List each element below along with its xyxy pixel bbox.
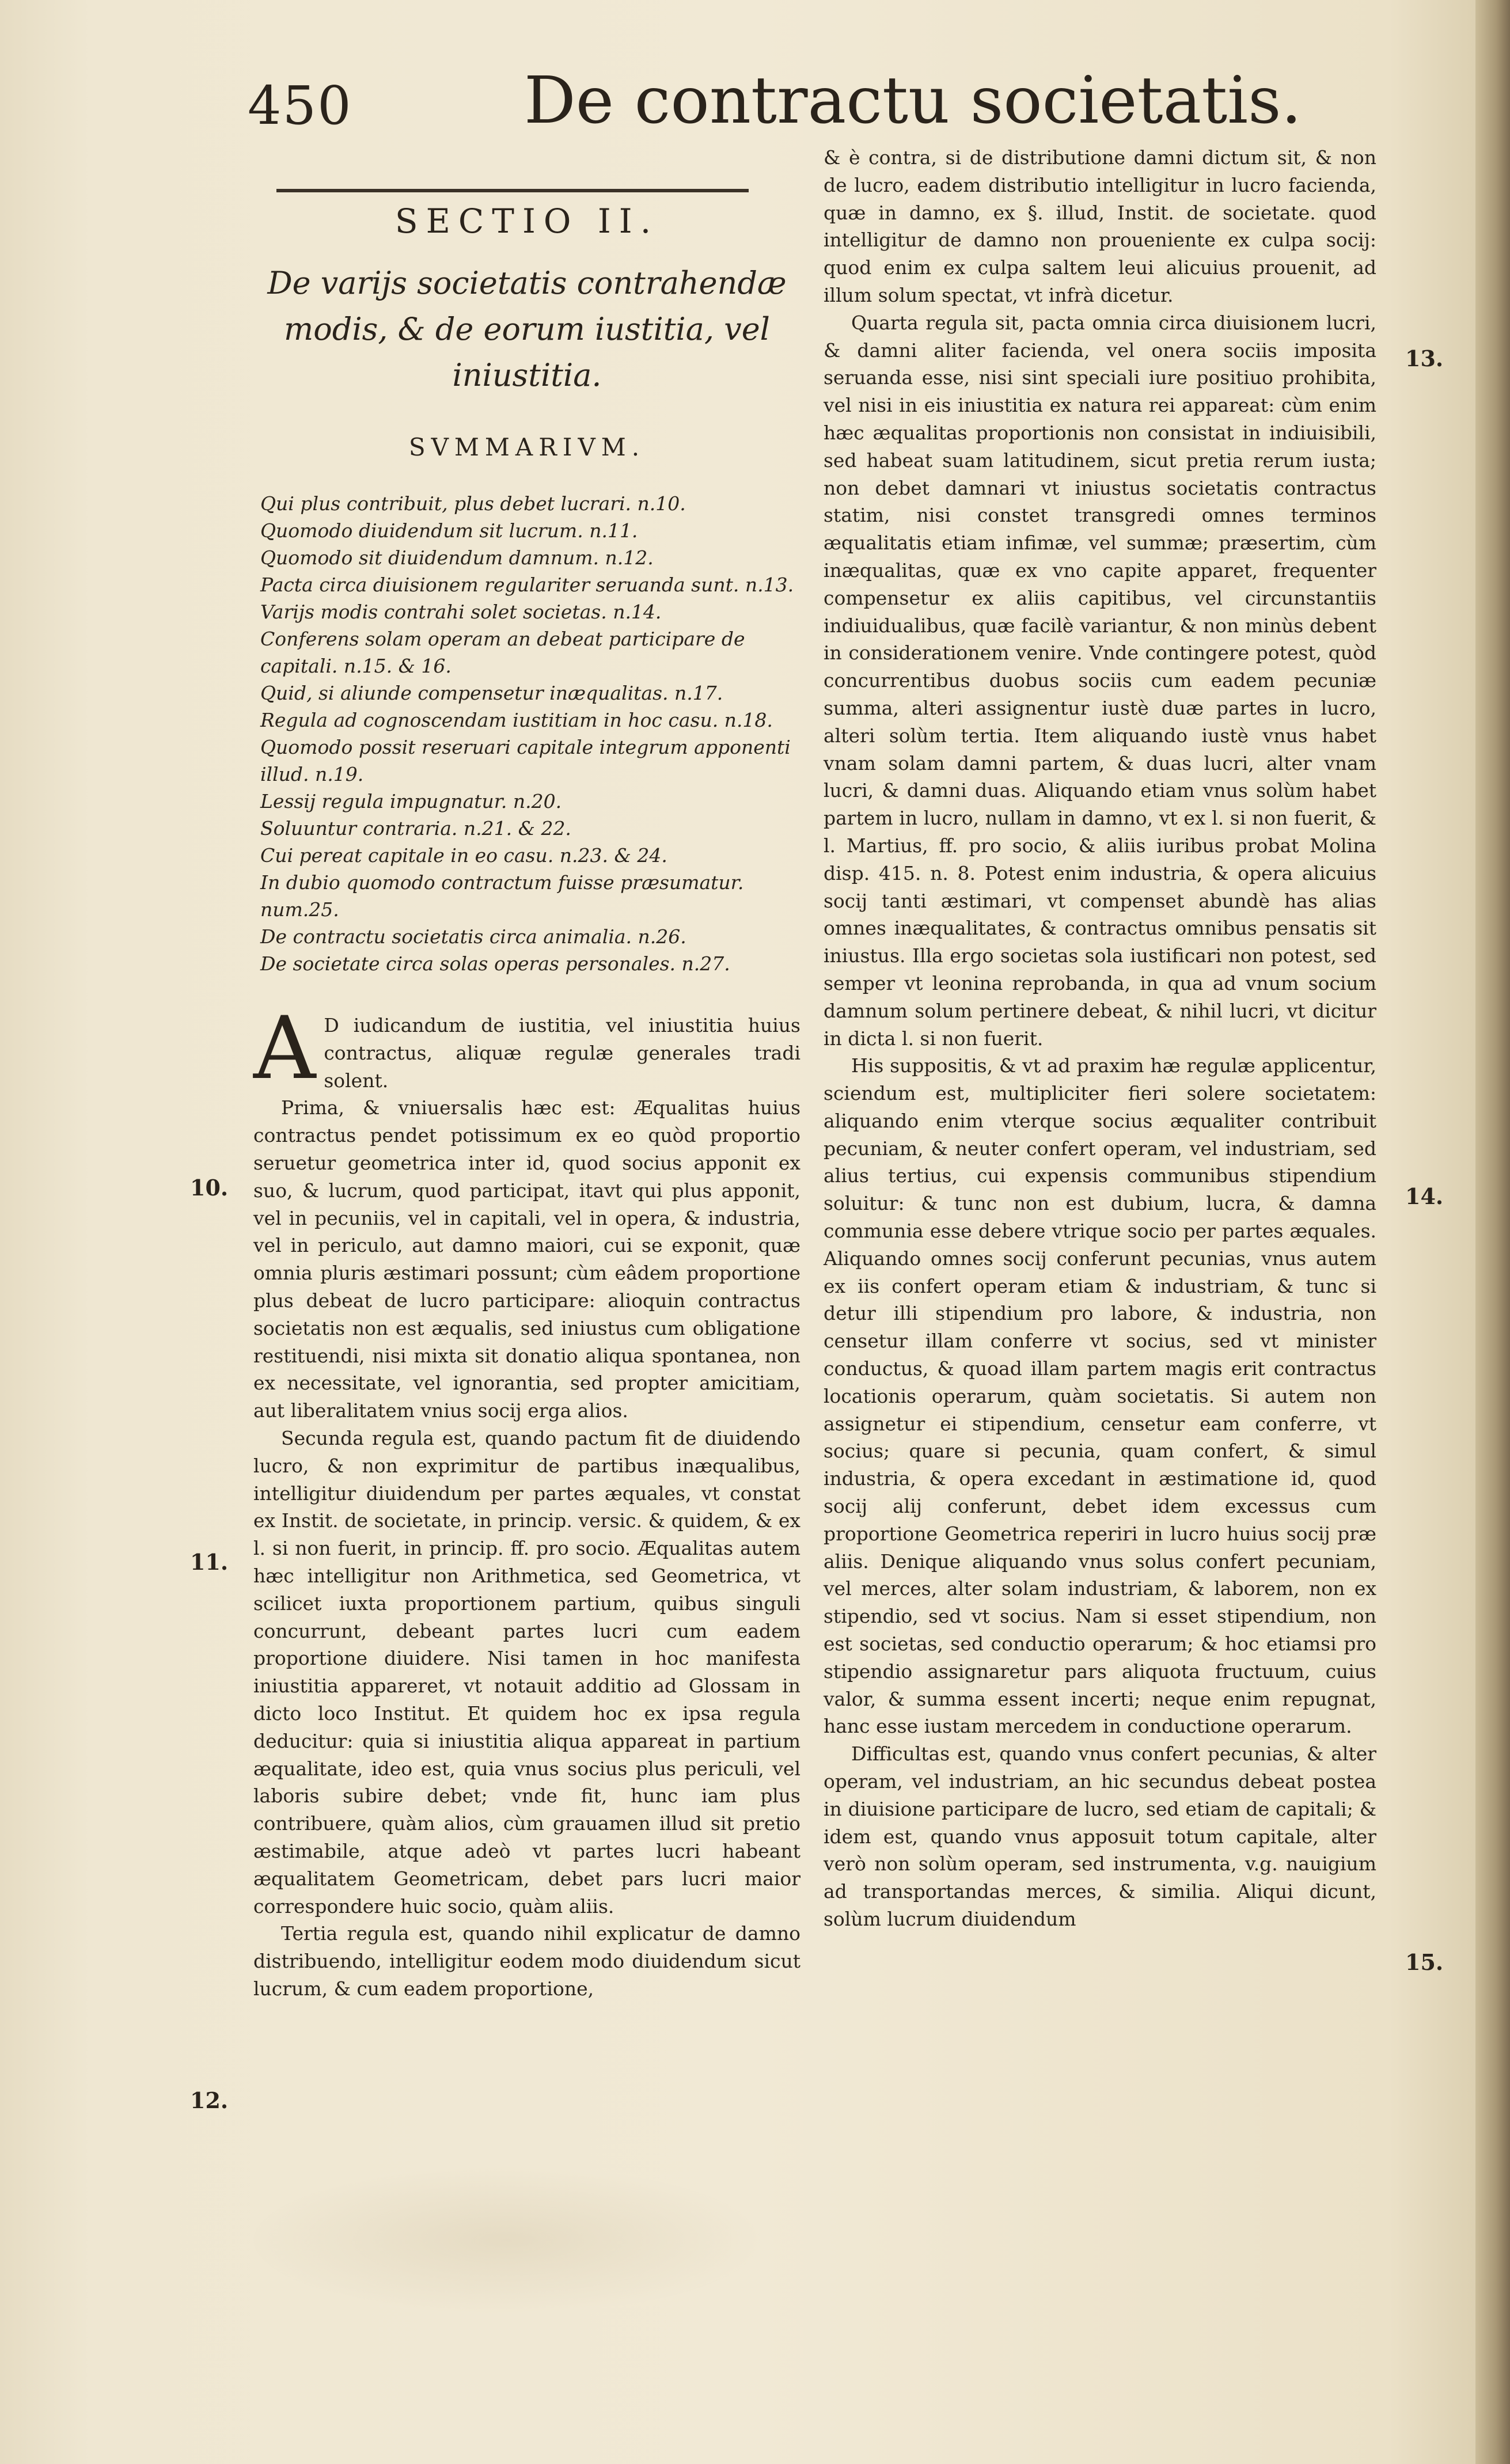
summary-item: Quomodo diuidendum sit lucrum. n.11. [260, 519, 638, 542]
summary-item: In dubio quomodo contractum fuisse præsumatur. num.25. [260, 871, 744, 921]
summary-item: Quomodo possit reseruari capitale integrum apponenti illud. n.19. [260, 736, 791, 785]
rule-two-paragraph: Secunda regula est, quando pactum fit de diuidendo lucro, & non exprimitur de partibus inæqualibus, intelligitur diuidendum per partes æquales, vt constat ex Instit. de societate, in princip. versic. & quidem, & ex l. si non fuerit, in princip. ff. pro socio. Æqualitas autem hæc intelligitur non Arithmetica, sed Geometrica, vt scilicet iuxta proportionem partium, quibus singuli concurrunt, debeant partes lucri cum eadem proportione diuidere. Nisi tamen in hoc manifesta iniustitia appareret, vt notauit additio ad Glossam in dicto loco Institut. Et quidem hoc ex ipsa regula deducitur: quia si iniustitia aliqua appareat in partium æqualitate, ideo est, quia vnus socius plus periculi, vel laboris subire debet; vnde fit, hunc iam plus contribuere, quàm alios, cùm grauamen illud sit pretio æstimabile, atque adeò vt partes lucri habeant æqualitatem Geometricam, debet pars lucri maior correspondere huic socio, quàm aliis. [253, 1426, 800, 1918]
header-rule [276, 189, 749, 192]
margin-number: 14. [1405, 1183, 1444, 1209]
rule-one-paragraph: Prima, & vniuersalis hæc est: Æqualitas huius contractus pendet potissimum ex eo quòd proportio seruetur geometrica inter id, quod socius apponit ex suo, & lucrum, quod participat, itavt qui plus apponit, vel in pecuniis, vel in capitali, vel in opera, & industria, vel in periculo, aut damno maiori, cui se exponit, quæ omnia pluris æstimari possunt; cùm eâdem proportione plus debeat de lucro participare: alioquin contractus societatis non est æqualis, sed iniustus cum obligatione restituendi, nisi mixta sit donatio aliqua spontanea, non ex necessitate, vel ignorantia, sed propter amicitiam, aut liberalitatem vnius socij erga alios. [253, 1096, 800, 1422]
margin-number: 10. [190, 1175, 229, 1201]
margin-number: 13. [1405, 346, 1444, 371]
rule-four-paragraph: Quarta regula sit, pacta omnia circa diuisionem lucri, & damni aliter facienda, vel onera sociis imposita seruanda esse, nisi sint speciali iure positiuo prohibita, vel nisi in eis iniustitia ex natura rei appareat: cùm enim hæc æqualitas proportionis non consistat in indiuisibili, sed habeat suam latitudinem, sicut pretia rerum iusta; non debet damnari vt iniustus societatis contractus statim, nisi constet transgredi omnes terminos æqualitatis etiam infimæ, vel summæ; præsertim, cùm inæqualitas, quæ ex vno capite apparet, frequenter compensetur ex aliis capitibus, vel circunstantiis indiuidualibus, quæ facilè variantur, & non minùs debent in considerationem venire. Vnde contingere potest, quòd concurrentibus duobus sociis cum eadem pecuniæ summa, alteri assignentur iustè duæ partes in lucro, alteri solùm tertia. Item aliquando iustè vnus habet vnam solam damni partem, & duas lucri, alter vnam lucri, & damni duas. Aliquando etiam vnus solùm habet partem in lucro, nullam in damno, vt ex l. si non fuerit, & l. Martius, ff. pro socio, & aliis iuribus probat Molina disp. 415. n. 8. Potest enim industria, & opera alicuius socij tanti æstimari, vt compenset abundè has alias omnes inæqualitates, & contractus omnibus pensatis sit iniustus. Illa ergo societas sola iustificari non potest, sed semper vt leonina reprobanda, in qua ad vnum socium damnum solum pertinere debeat, & nihil lucri, vt dicitur in dicta l. si non fuerit. [824, 311, 1376, 1050]
section-title: SECTIO II. [394, 202, 659, 241]
summary-item: Varijs modis contrahi solet societas. n.14. [260, 601, 662, 623]
summary-item: Conferens solam operam an debeat participare de capitali. n.15. & 16. [260, 628, 745, 677]
summary-list [260, 490, 800, 977]
difficulty-paragraph: Difficultas est, quando vnus confert pecunias, & alter operam, vel industriam, an hic secundus debeat postea in diuisione participare de lucro, sed etiam de capitali; & idem est, quando vnus apposuit totum capitale, alter verò non solùm operam, sed instrumenta, v.g. nauigium ad transportandas merces, & similia. Aliqui dicunt, solùm lucrum diuidendum [824, 1742, 1376, 1930]
summary-item: Lessij regula impugnatur. n.20. [260, 790, 562, 813]
suppositions-paragraph: His suppositis, & vt ad praxim hæ regulæ applicentur, sciendum est, multipliciter fieri solere societatem: aliquando enim vterque socius æqualiter contribuit pecuniam, & neuter confert operam, vel industriam, sed alius tertius, cui expensis communibus stipendium soluitur: & tunc non est dubium, lucra, & damna communia esse debere vtrique socio per partes æquales. Aliquando omnes socij conferunt pecunias, vnus autem ex iis confert operam etiam & industriam, & tunc si detur illi stipendium pro labore, & industria, non censetur illam conferre vt socius, sed vt minister conductus, & quoad illam partem magis erit contractus locationis operarum, quàm societatis. Si autem non assignetur ei stipendium, censetur eam conferre, vt socius; quare si pecunia, quam confert, & simul industria, & opera excedant in æstimatione id, quod socij alij conferunt, debet idem excessus cum proportione Geometrica reperiri in lucro huius socij præ aliis. Denique aliquando vnus solus confert pecuniam, vel merces, alter solam industriam, & laborem, non ex stipendio, sed vt socius. Nam si esset stipendium, non est societas, sed conductio operarum; & hoc etiamsi pro stipendio assignaretur pars aliquota fructuum, cuius valor, & summa essent incerti; neque enim repugnat, hanc esse iustam mercedem in conductione operarum. [824, 1054, 1376, 1738]
left-column [253, 202, 800, 2003]
book-spine [1475, 0, 1510, 2464]
continuation-paragraph: & è contra, si de distributione damni dictum sit, & non de lucro, eadem distributio intelligitur in lucro facienda, quæ in damno, ex §. illud, Instit. de societate. quod intelligitur de damno non proueniente ex culpa socij: quod enim ex culpa saltem leui alicuius prouenit, ad illum solum spectat, vt infrà dicetur. [824, 146, 1376, 306]
drop-cap: A [253, 998, 316, 1099]
page-number: 450 [248, 75, 352, 136]
section-heading: De varijs societatis contrahendæ modis, & de eorum iustitia, vel iniustitia. [267, 265, 787, 393]
right-column [824, 144, 1376, 1933]
summary-item: Pacta circa diuisionem regulariter seruanda sunt. n.13. [260, 574, 794, 596]
summary-item: De societate circa solas operas personales. n.27. [260, 952, 730, 975]
running-head: De contractu societatis. [524, 63, 1302, 138]
summary-item: Soluuntur contraria. n.21. & 22. [260, 817, 571, 840]
margin-number: 15. [1405, 1949, 1444, 1975]
intro-text: D iudicandum de iustitia, vel iniustitia huius contractus, aliquæ regulæ generales tradi solent. [324, 1014, 800, 1092]
summary-item: Quid, si aliunde compensetur inæqualitas. n.17. [260, 682, 723, 704]
summary-item: Cui pereat capitale in eo casu. n.23. & 24. [260, 844, 667, 867]
margin-number: 11. [190, 1549, 229, 1575]
summary-item: Quomodo sit diuidendum damnum. n.12. [260, 546, 654, 569]
summary-item: Regula ad cognoscendam iustitiam in hoc casu. n.18. [260, 709, 773, 731]
page-header [248, 63, 1302, 150]
paper-stain [248, 2165, 766, 2315]
summary-item: Qui plus contribuit, plus debet lucrari. n.10. [260, 492, 686, 515]
intro-paragraph [253, 998, 800, 1099]
summary-item: De contractu societatis circa animalia. n.26. [260, 925, 686, 948]
margin-number: 12. [190, 2087, 229, 2113]
summary-title: SVMMARIVM. [408, 433, 646, 461]
rule-three-paragraph: Tertia regula est, quando nihil explicatur de damno distribuendo, intelligitur eodem modo diuidendum sicut lucrum, & cum eadem proportione, [253, 1922, 800, 2000]
